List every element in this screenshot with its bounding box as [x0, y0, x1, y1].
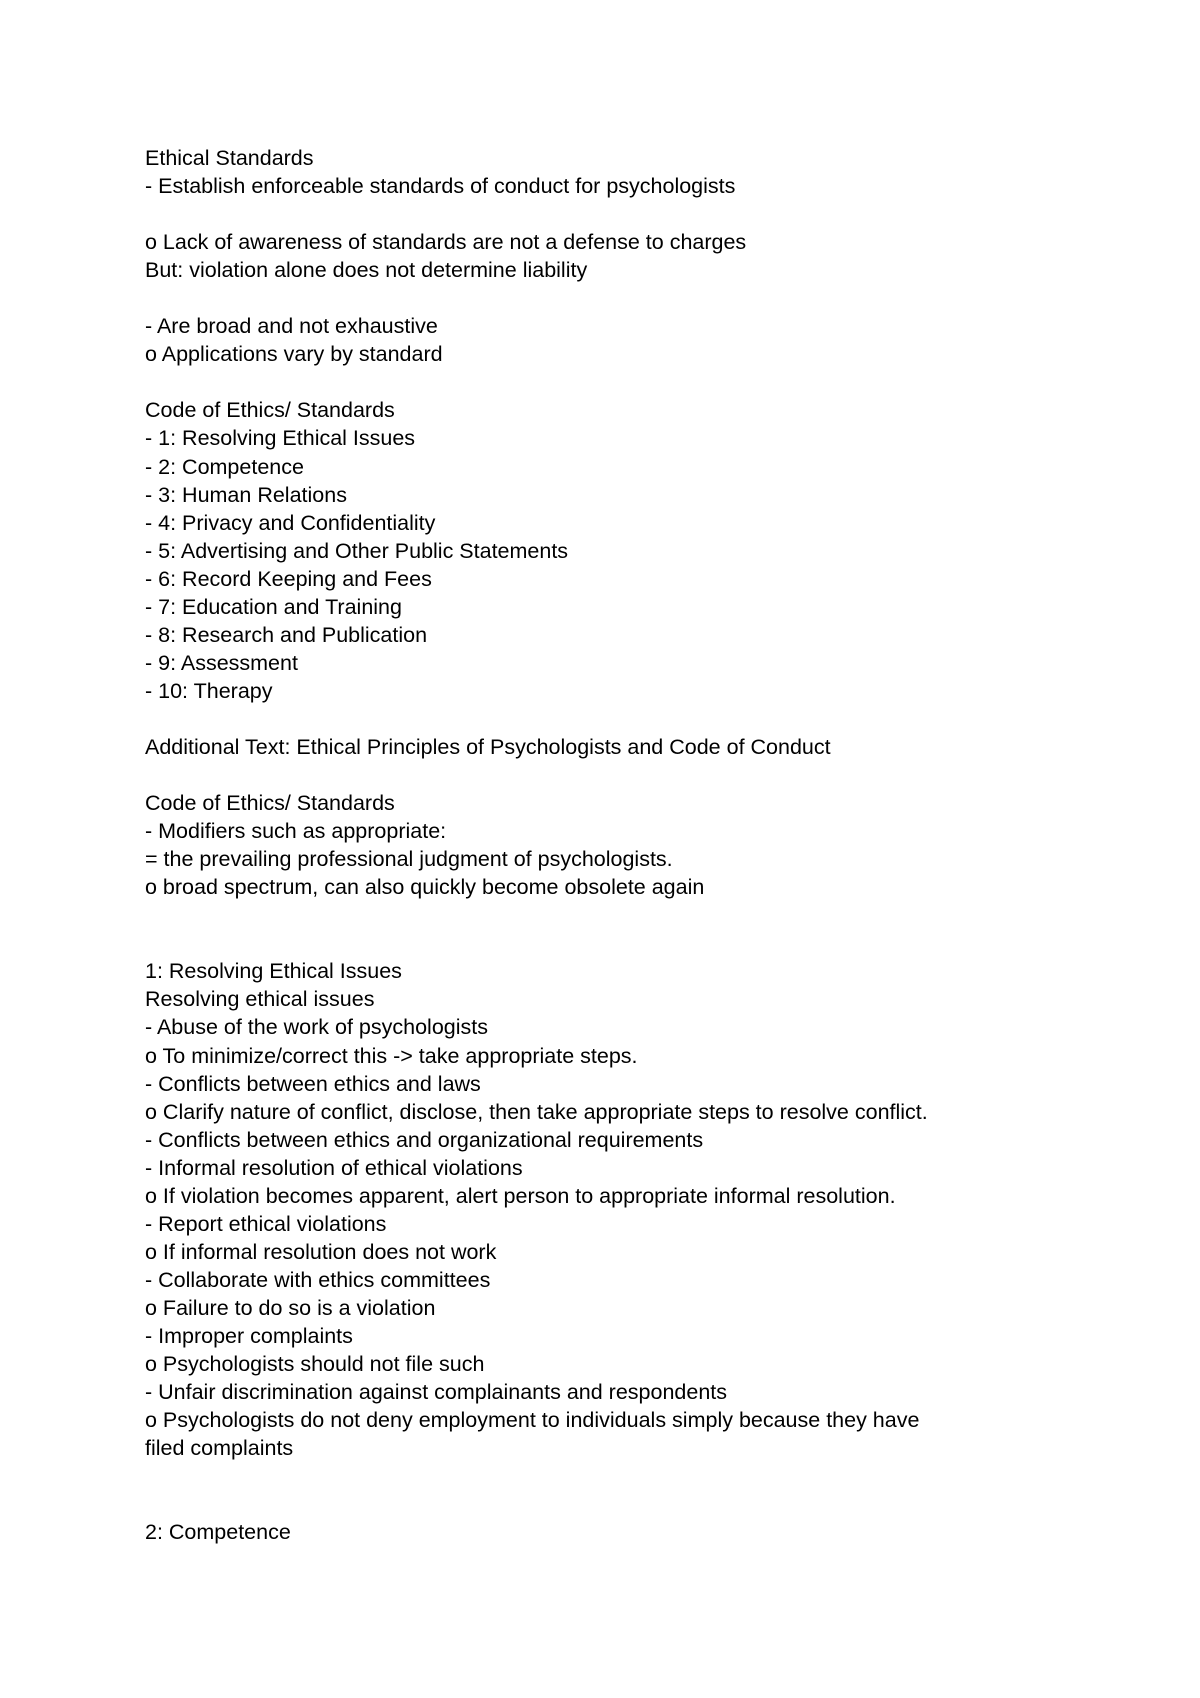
text-line: - Collaborate with ethics committees: [145, 1267, 491, 1292]
text-line: o Clarify nature of conflict, disclose, then take appropriate steps to resolve conflict.: [145, 1099, 928, 1124]
text-block: [145, 228, 1105, 284]
text-line: Additional Text: Ethical Principles of Psychologists and Code of Conduct: [145, 734, 831, 759]
text-line: Code of Ethics/ Standards: [145, 791, 395, 816]
text-line: - 7: Education and Training: [145, 594, 402, 619]
text-line: - Report ethical violations: [145, 1211, 387, 1236]
text-block: [145, 733, 1105, 761]
text-line: But: violation alone does not determine liability: [145, 258, 588, 283]
text-line: - Improper complaints: [145, 1323, 353, 1348]
text-line: - Are broad and not exhaustive: [145, 314, 438, 339]
text-line: o Psychologists should not file such: [145, 1352, 485, 1377]
blank-line: [145, 200, 1105, 228]
text-line: - Informal resolution of ethical violations: [145, 1155, 523, 1180]
text-line: o If informal resolution does not work: [145, 1239, 497, 1264]
text-line: - Abuse of the work of psychologists: [145, 1015, 488, 1040]
text-block: [145, 1518, 1105, 1546]
text-line: - 2: Competence: [145, 454, 304, 479]
text-line: o Psychologists do not deny employment to individuals simply because they have: [145, 1408, 920, 1433]
text-block: [145, 396, 1105, 705]
text-line: o Lack of awareness of standards are not a defense to charges: [145, 230, 747, 255]
document-page: [145, 144, 1105, 1546]
text-line: o To minimize/correct this -> take appropriate steps.: [145, 1043, 638, 1068]
text-line: - 3: Human Relations: [145, 482, 347, 507]
text-block: [145, 957, 1105, 1462]
blank-line: [145, 761, 1105, 789]
text-line: Resolving ethical issues: [145, 987, 375, 1012]
text-block: [145, 312, 1105, 368]
text-line: Ethical Standards: [145, 146, 314, 170]
text-block: [145, 144, 1105, 200]
text-line: - 8: Research and Publication: [145, 622, 428, 647]
text-line: - Unfair discrimination against complainants and respondents: [145, 1380, 728, 1405]
text-line: - 4: Privacy and Confidentiality: [145, 510, 436, 535]
text-line: o Applications vary by standard: [145, 342, 443, 367]
text-line: - 5: Advertising and Other Public Statements: [145, 538, 569, 563]
text-line: o broad spectrum, can also quickly become obsolete again: [145, 875, 705, 900]
text-line: Code of Ethics/ Standards: [145, 398, 395, 423]
text-line: - Modifiers such as appropriate:: [145, 819, 447, 844]
text-line: - Establish enforceable standards of conduct for psychologists: [145, 174, 736, 199]
text-line: filed complaints: [145, 1436, 294, 1461]
text-line: - Conflicts between ethics and organizational requirements: [145, 1127, 704, 1152]
text-line: - 6: Record Keeping and Fees: [145, 566, 432, 591]
text-line: o Failure to do so is a violation: [145, 1295, 436, 1320]
text-line: 1: Resolving Ethical Issues: [145, 959, 402, 984]
text-line: - Conflicts between ethics and laws: [145, 1071, 481, 1096]
text-line: - 10: Therapy: [145, 678, 273, 703]
text-line: = the prevailing professional judgment of psychologists.: [145, 847, 673, 872]
blank-line: [145, 284, 1105, 312]
text-line: o If violation becomes apparent, alert person to appropriate informal resolution.: [145, 1183, 896, 1208]
blank-line: [145, 1462, 1105, 1518]
text-line: 2: Competence: [145, 1520, 291, 1545]
blank-line: [145, 705, 1105, 733]
blank-line: [145, 368, 1105, 396]
text-line: - 9: Assessment: [145, 650, 298, 675]
text-block: [145, 789, 1105, 901]
blank-line: [145, 901, 1105, 957]
text-line: - 1: Resolving Ethical Issues: [145, 426, 416, 451]
